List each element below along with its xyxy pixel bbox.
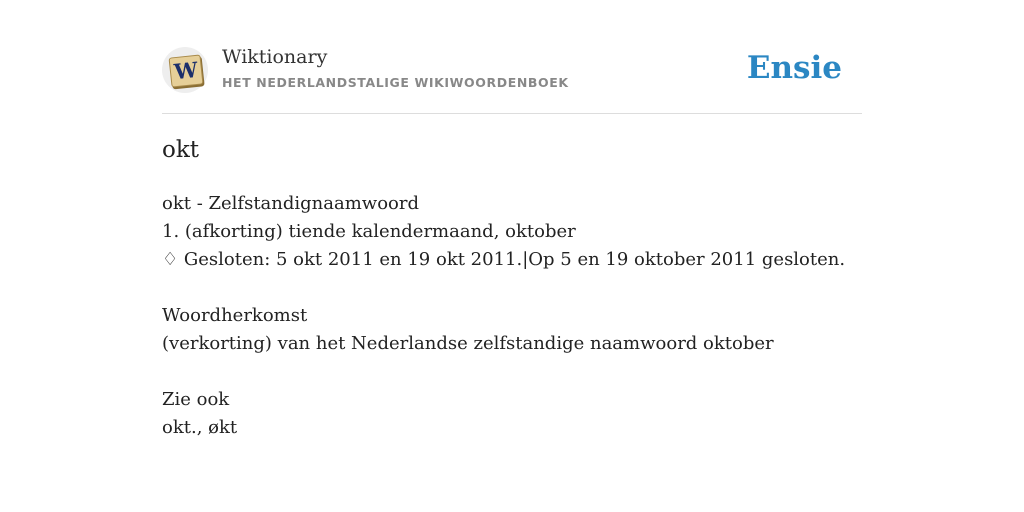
wiktionary-logo[interactable] [162, 47, 208, 93]
logo-tile-icon: W [169, 54, 204, 87]
ensie-brand-logo[interactable]: Ensie [746, 50, 842, 86]
entry-heading: okt - Zelfstandignaamwoord [162, 193, 420, 214]
entry-content [162, 190, 862, 442]
site-subtitle: HET NEDERLANDSTALIGE WIKIWOORDENBOEK [222, 75, 569, 90]
spacer [162, 358, 862, 386]
spacer [162, 274, 862, 302]
entry-definition: 1. (afkorting) tiende kalendermaand, oktober [162, 221, 576, 242]
etymology-heading: Woordherkomst [162, 305, 308, 326]
page-title: okt [162, 137, 200, 163]
etymology-text: (verkorting) van het Nederlandse zelfstandige naamwoord oktober [162, 333, 774, 354]
see-also-heading: Zie ook [162, 389, 230, 410]
site-name[interactable]: Wiktionary [222, 46, 328, 68]
page-container [162, 0, 862, 438]
see-also-text: okt., økt [162, 417, 238, 438]
entry-example: ♢ Gesloten: 5 okt 2011 en 19 okt 2011.|Op 5 en 19 oktober 2011 gesloten. [162, 249, 846, 270]
header [162, 0, 862, 114]
